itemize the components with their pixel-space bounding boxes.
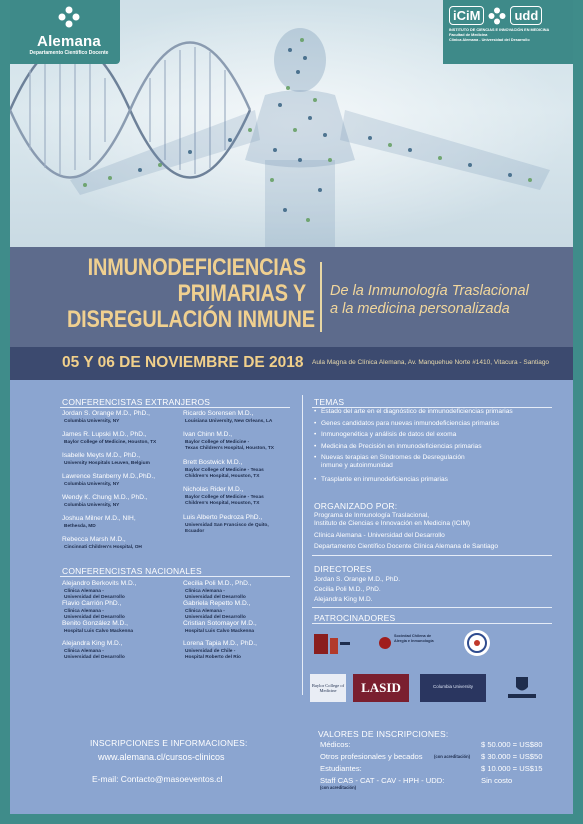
sociedad-chilena-alergia-logo: [378, 632, 438, 654]
hospital-sponsor-logo: [312, 630, 352, 658]
speaker-name: Benito González M.D.,: [62, 620, 128, 627]
valores-heading: VALORES DE INSCRIPCIONES:: [318, 729, 449, 739]
tema-bullet: •: [314, 476, 317, 483]
speaker-affiliation: Cincinnati Children's Hospital, OH: [64, 545, 142, 550]
alemana-emblem-icon: [58, 6, 80, 28]
speaker-name: Lawrence Stanberry M.D.,PhD.,: [62, 473, 156, 480]
speaker-name: Rebecca Marsh M.D.,: [62, 536, 126, 543]
divider: [312, 623, 552, 624]
speaker-name: Cecilia Poli M.D., PhD.,: [183, 580, 252, 587]
speaker-affiliation: Baylor College of Medicine - Texas: [185, 468, 264, 473]
tema-item: Medicina de Precisión en inmunodeficiencias primarias: [321, 442, 482, 450]
icim-line: INSTITUTO DE CIENCIAS E INNOVACIÓN EN MEDICINA: [449, 28, 550, 32]
title-line: DISREGULACIÓN INMUNE: [66, 306, 315, 333]
temas-heading: TEMAS: [314, 397, 345, 407]
speaker-name: Brett Bostwick M.D.,: [183, 459, 243, 466]
tema-item: Nuevas terapias en Síndromes de Desregulación: [321, 454, 465, 461]
subtitle-line: De la Inmunología Traslacional: [330, 283, 529, 299]
speaker-name: Gabriela Repetto M.D.,: [183, 600, 251, 607]
sponsor-text: Baylor College of Medicine: [311, 683, 345, 693]
email-link[interactable]: E-mail: Contacto@masoeventos.cl: [92, 774, 223, 784]
speaker-affiliation: Universidad del Desarrollo: [64, 615, 125, 620]
foreign-speakers-heading: CONFERENCISTAS EXTRANJEROS: [62, 397, 211, 407]
subtitle-line: a la medicina personalizada: [330, 301, 510, 317]
divider: [312, 607, 552, 608]
speaker-name: Lorena Tapia M.D., PhD.,: [183, 640, 257, 647]
speaker-affiliation: Universidad del Desarrollo: [185, 615, 246, 620]
speaker-affiliation: Hospital Luis Calvo Mackenna: [185, 629, 255, 634]
speaker-affiliation: Texas Children's Hospital, Houston, TX: [185, 446, 275, 451]
organizado-heading: ORGANIZADO POR:: [314, 501, 398, 511]
speaker-affiliation: Baylor College of Medicine -: [185, 440, 250, 445]
speaker-affiliation: University Hospitals Leuven, Belgium: [64, 461, 150, 466]
speaker-affiliation: Clínica Alemana -: [64, 589, 104, 594]
icim-line: Clínica Alemana - Universidad del Desarrollo: [449, 38, 530, 42]
red-emblem-icon: [378, 636, 392, 650]
valor-note: (con acreditación): [320, 785, 357, 790]
speaker-affiliation: Columbia University, NY: [64, 482, 120, 487]
speaker-affiliation: Clínica Alemana -: [185, 589, 225, 594]
speaker-affiliation: Baylor College of Medicine, Houston, TX: [64, 440, 157, 445]
tema-bullet: •: [314, 419, 317, 427]
director-name: Jordan S. Orange M.D., PhD.: [314, 576, 401, 583]
valor-label: Médicos:: [320, 740, 351, 749]
tema-item: Inmunogenética y análisis de datos del exoma: [321, 431, 457, 438]
inscripciones-heading: INSCRIPCIONES E INFORMACIONES:: [90, 738, 248, 748]
speaker-affiliation: Universidad del Desarrollo: [64, 655, 125, 660]
national-speakers-heading: CONFERENCISTAS NACIONALES: [62, 566, 202, 576]
valor-note: (con acreditación): [434, 754, 471, 759]
speaker-name: Ricardo Sorensen M.D.,: [183, 410, 254, 417]
speaker-affiliation: Hospital Roberto del Río: [185, 655, 241, 660]
valor-price: $ 50.000 = US$80: [481, 740, 543, 749]
valor-label: Estudiantes:: [320, 764, 362, 773]
speaker-affiliation: Children's Hospital, Houston, TX: [185, 474, 260, 479]
speaker-name: Alejandro Berkovits M.D.,: [62, 580, 137, 587]
event-subtitle: [330, 282, 529, 318]
alemana-logo: [26, 6, 112, 56]
sponsor-text: LASID: [361, 680, 401, 695]
title-line: PRIMARIAS Y: [177, 280, 306, 307]
organizado-line: Programa de Inmunología Traslacional,: [314, 512, 430, 519]
patrocinadores-heading: PATROCINADORES: [314, 613, 396, 623]
speaker-name: Nicholas Rider M.D.,: [183, 486, 244, 493]
divider: [60, 576, 290, 577]
society-seal-logo: [462, 628, 492, 658]
website-link[interactable]: www.alemana.cl/cursos-clinicos: [98, 752, 225, 762]
director-name: Alejandra King M.D.: [314, 596, 373, 603]
tema-item: inmune y autoinmunidad: [321, 462, 393, 469]
speaker-affiliation: Columbia University, NY: [64, 419, 120, 424]
organizado-line: Instituto de Ciencias e Innovación en Medicina (ICIM): [314, 520, 471, 527]
speaker-affiliation: Baylor College of Medicine - Texas: [185, 495, 264, 500]
alemana-subtitle: Departamento Científico Docente: [29, 50, 109, 56]
speaker-affiliation: Louisiana University, New Orleans, LA: [185, 419, 273, 424]
tema-bullet: •: [314, 442, 317, 450]
columbia-logo: [420, 674, 486, 702]
speaker-affiliation: Clínica Alemana -: [64, 609, 104, 614]
tema-item: Trasplante en inmunodeficiencias primarias: [321, 476, 448, 483]
speaker-name: Luis Alberto Pedroza PhD.,: [183, 514, 263, 521]
baylor-logo: [310, 674, 346, 702]
event-title: [66, 254, 315, 333]
speaker-affiliation: Children's Hospital, Houston, TX: [185, 501, 260, 506]
icim-lines: [449, 28, 567, 43]
organizado-line: Departamento Científico Docente Clínica Alemana de Santiago: [314, 543, 499, 550]
alemana-emblem-icon: [488, 7, 506, 25]
icim-line: Facultad de Medicina: [449, 33, 488, 37]
icim-udd-logo: [449, 6, 567, 43]
speaker-name: Wendy K. Chung M.D., PhD.,: [62, 494, 148, 501]
speaker-affiliation: Bethesda, MD: [64, 524, 96, 529]
valor-label: Staff CAS - CAT - CAV - HPH - UDD:: [320, 776, 445, 785]
speaker-name: Joshua Milner M.D., NIH,: [62, 515, 136, 522]
speaker-name: Cristian Sotomayor M.D.,: [183, 620, 257, 627]
speaker-affiliation: Columbia University, NY: [64, 503, 120, 508]
title-line: INMUNODEFICIENCIAS: [87, 254, 306, 281]
valor-price: Sin costo: [481, 776, 513, 785]
column-divider: [302, 395, 303, 695]
speaker-name: Isabelle Meyts M.D., PhD.,: [62, 452, 141, 459]
sponsor-text: Sociedad Chilena de Alergia e Inmunología: [394, 634, 434, 643]
speaker-name: Jordan S. Orange M.D., PhD.,: [62, 410, 150, 417]
tema-item: Estado del arte en el diagnóstico de inmunodeficiencias primarias: [321, 408, 513, 415]
sponsor-text: Columbia University: [432, 684, 473, 689]
valor-price: $ 30.000 = US$50: [481, 752, 543, 761]
tema-item: Genes candidatos para nuevas inmunodeficiencias primarias: [321, 419, 500, 427]
director-name: Cecilia Poli M.D., PhD.: [314, 586, 381, 593]
title-divider: [320, 262, 322, 332]
lasid-logo: [353, 674, 409, 702]
event-venue: Aula Magna de Clínica Alemana, Av. Manquehue Norte #1410, Vitacura - Santiago: [312, 359, 550, 366]
speaker-name: Alejandra King M.D.,: [62, 640, 123, 647]
speaker-affiliation: Universidad del Desarrollo: [185, 595, 246, 600]
university-crest-logo: [502, 674, 542, 704]
speaker-name: Flavio Carrión PhD.,: [62, 600, 122, 607]
speaker-affiliation: Universidad San Francisco de Quito,: [185, 523, 269, 528]
icim-mark: iCiM: [449, 6, 484, 25]
organizado-line: Clínica Alemana - Universidad del Desarrollo: [314, 532, 445, 539]
valor-label: Otros profesionales y becados: [320, 752, 423, 761]
divider: [60, 407, 290, 408]
speaker-affiliation: Ecuador: [185, 529, 205, 534]
udd-mark: udd: [510, 6, 542, 25]
tema-bullet: •: [314, 408, 317, 415]
speaker-affiliation: Clínica Alemana -: [185, 609, 225, 614]
speaker-affiliation: Universidad de Chile -: [185, 649, 236, 654]
speaker-name: Ivan Chinn M.D.,: [183, 431, 233, 438]
tema-bullet: •: [314, 431, 317, 438]
valor-price: $ 10.000 = US$15: [481, 764, 543, 773]
directores-heading: DIRECTORES: [314, 564, 372, 574]
tema-bullet: •: [314, 454, 317, 461]
event-date: 05 Y 06 DE NOVIEMBRE DE 2018: [62, 354, 304, 371]
speaker-affiliation: Clínica Alemana -: [64, 649, 104, 654]
speaker-affiliation: Hospital Luis Calvo Mackenna: [64, 629, 134, 634]
speaker-affiliation: Universidad del Desarrollo: [64, 595, 125, 600]
speaker-name: James R. Lupski M.D., PhD.,: [62, 431, 147, 438]
divider: [312, 555, 552, 556]
alemana-wordmark: Alemana: [37, 33, 101, 50]
